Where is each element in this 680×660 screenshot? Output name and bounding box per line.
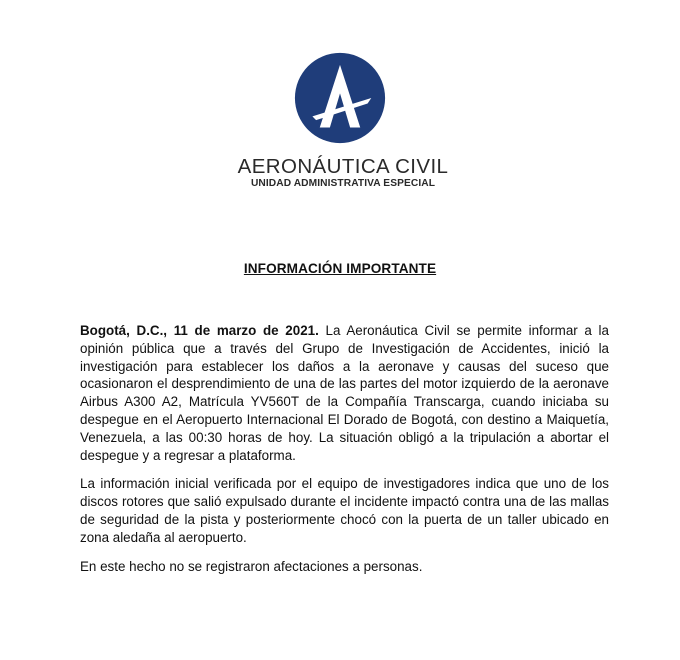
document-title: INFORMACIÓN IMPORTANTE	[243, 261, 437, 276]
dateline: Bogotá, D.C., 11 de marzo de 2021.	[80, 323, 319, 338]
paragraph-3: En este hecho no se registraron afectaciones a personas.	[80, 558, 423, 574]
org-subtitle: UNIDAD ADMINISTRATIVA ESPECIAL	[250, 178, 436, 189]
document-body	[80, 322, 609, 586]
paragraph-2: La información inicial verificada por el equipo de investigadores indica que uno de los discos rotores que salió expulsado durante el incidente impactó contra una de las mallas de seguridad de la pista y posteriormente chocó con la puerta de un taller ubicado en zona aledaña al aeropuerto.	[80, 476, 609, 545]
aerocivil-logo-icon	[294, 52, 386, 144]
logo-block	[0, 52, 680, 190]
paragraph-1-text: La Aeronáutica Civil se permite informar a la opinión pública que a través del Grupo de Investigación de Accidentes, inició la investigación para establecer los daños a la aeronave y causas del suceso que ocasionaron el desprendimiento de una de las partes del motor izquierdo de la aeronave Airbus A300 A2, Matrícula YV560T de la Compañía Transcarga, cuando iniciaba su despegue en el Aeropuerto Internacional El Dorado de Bogotá, con destino a Maiquetía, Venezuela, a las 00:30 horas de hoy. La situación obligó a la tripulación a abortar el despegue y a regresar a plataforma.	[80, 323, 609, 463]
org-name: AERONÁUTICA CIVIL	[237, 155, 449, 178]
paragraph-1	[80, 322, 609, 464]
